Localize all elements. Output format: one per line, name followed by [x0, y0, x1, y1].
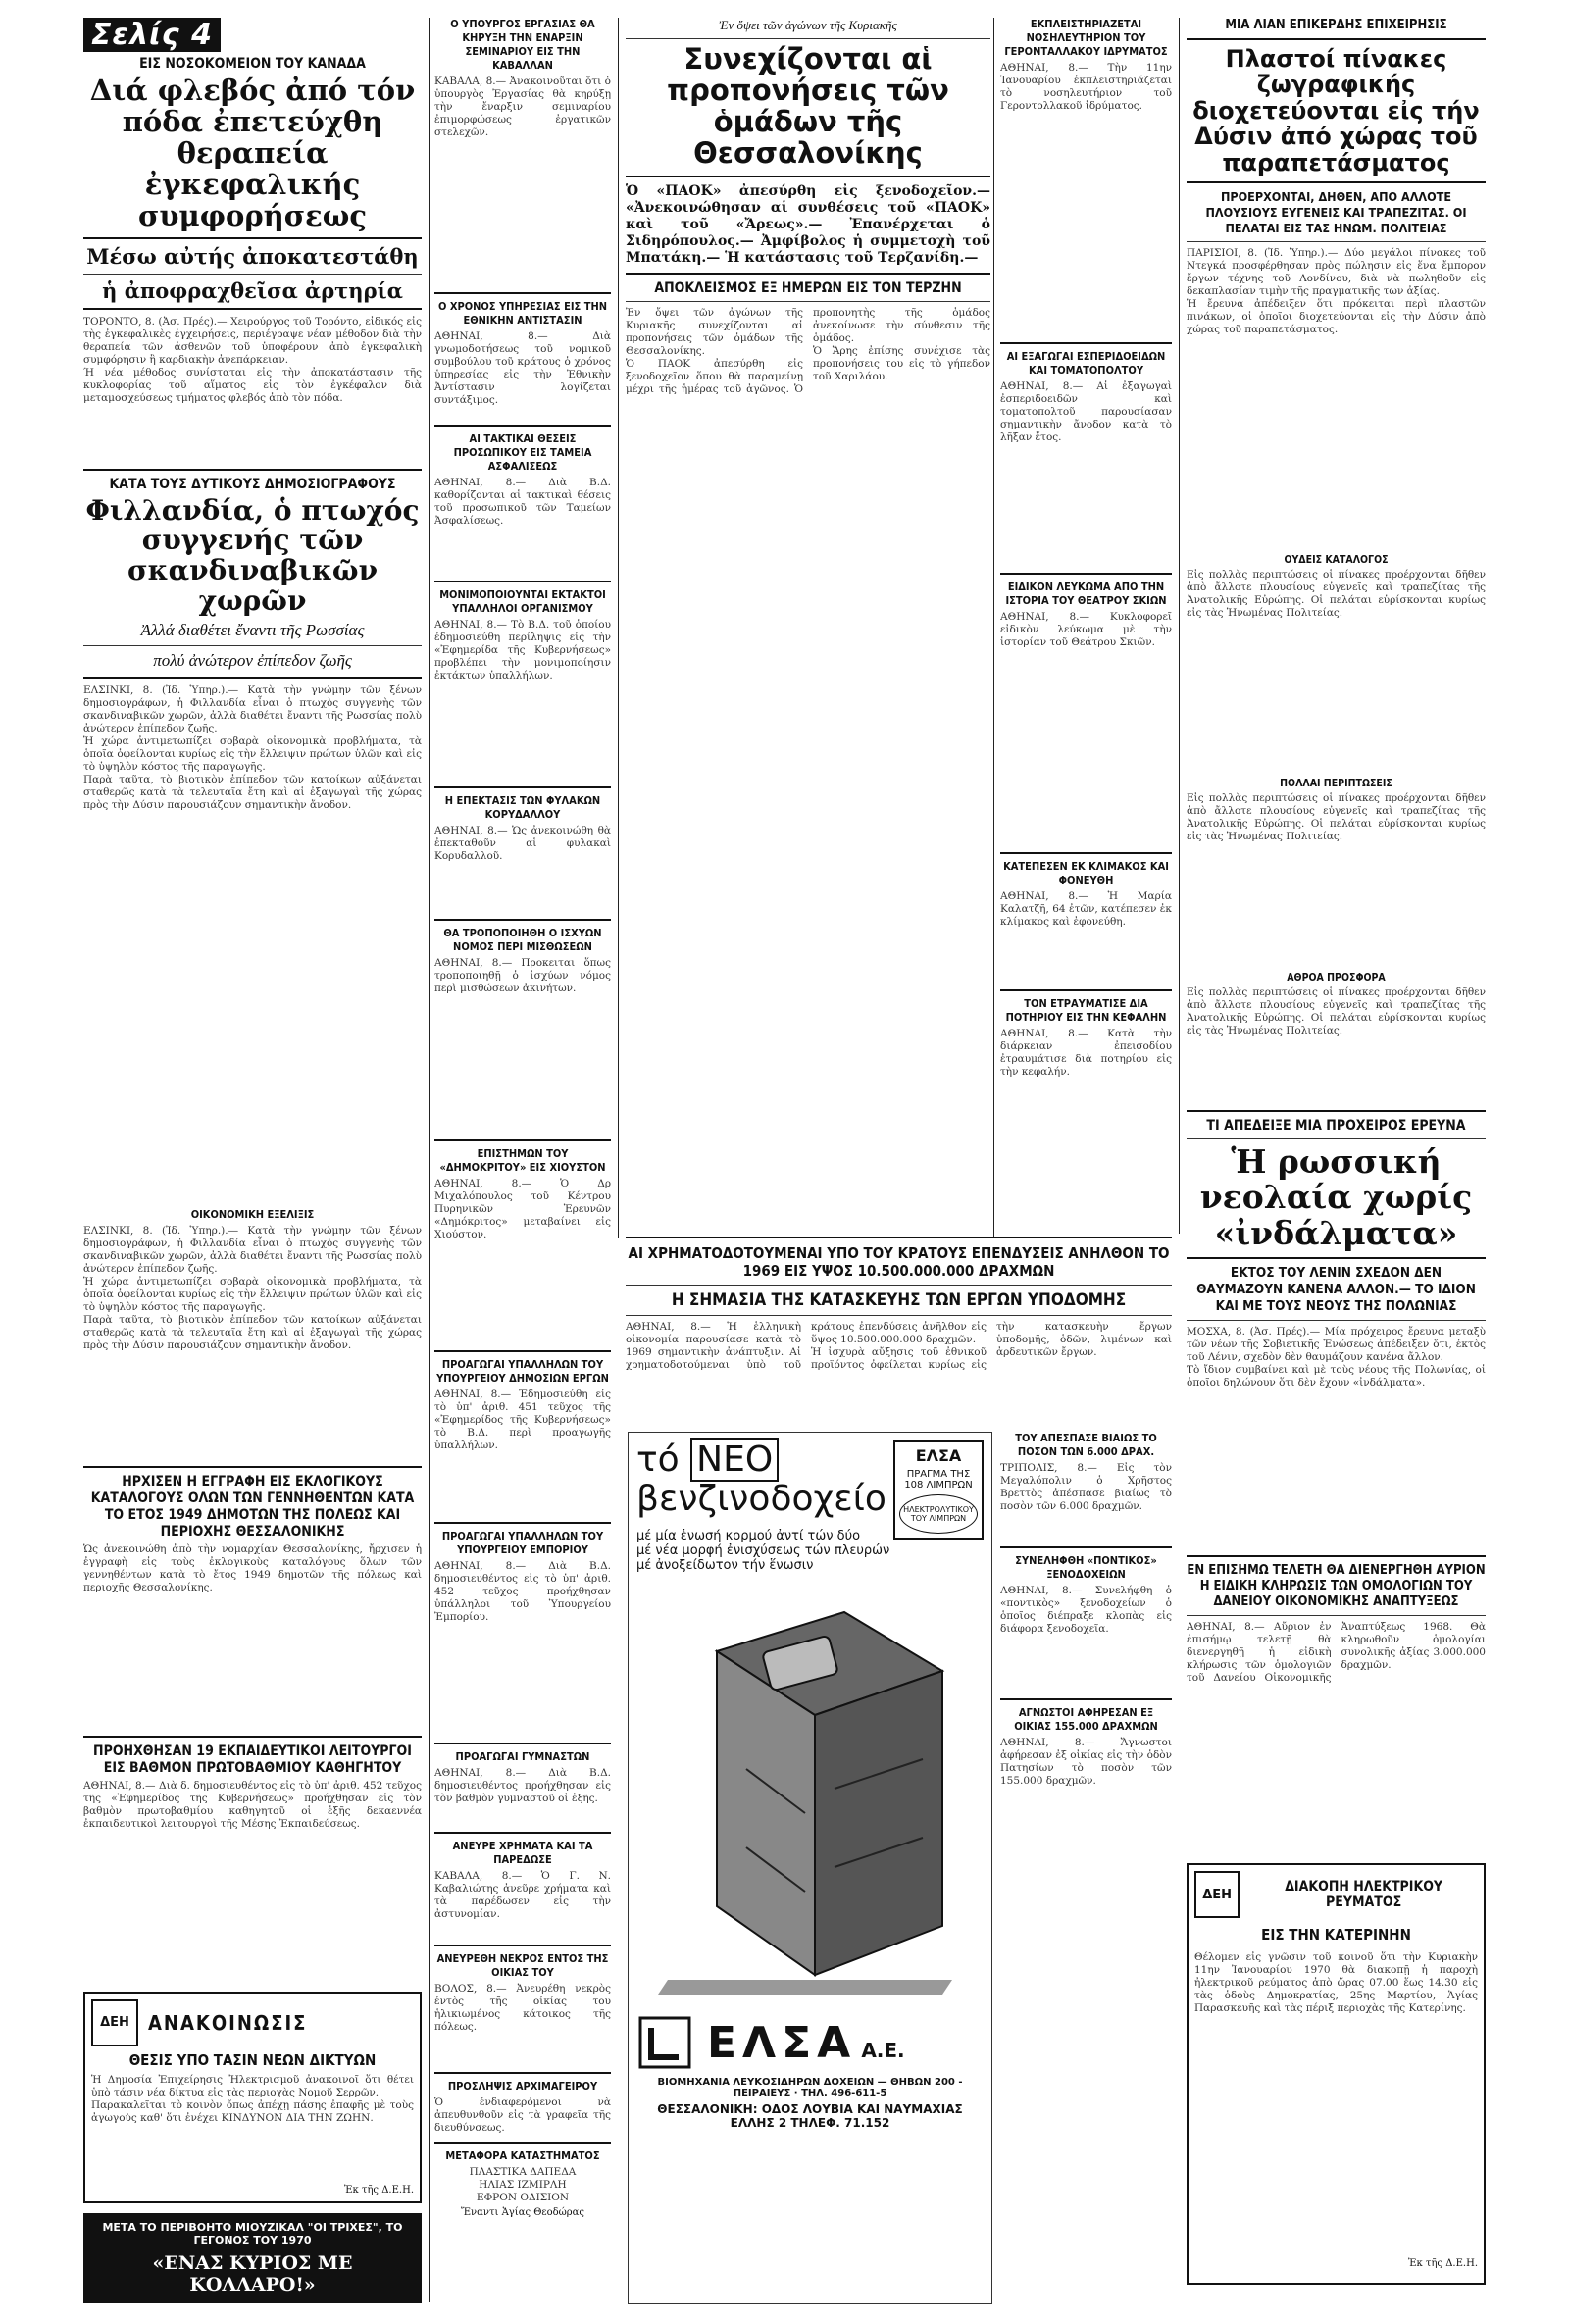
article-headline: ΠΡΟΣΛΗΨΙΣ ΑΡΧΙΜΑΓΕΙΡΟΥ — [447, 2080, 598, 2093]
article-body: Εἰς πολλὰς περιπτώσεις οἱ πίνακες προέρχονται δῆθεν ἀπὸ ἄλλοτε πλουσίους εὐγενεῖς καὶ τραπεζίτας τῆς Ἀνατολικῆς Εὐρώπης. Οἱ πελάται εὑρίσκονται κυρίως εἰς τὰς Ἡνωμένας Πολιτείας. — [1187, 568, 1486, 619]
article-headline: ΑΝΕΥΡΕΘΗ ΝΕΚΡΟΣ ΕΝΤΟΣ ΤΗΣ ΟΙΚΙΑΣ ΤΟΥ — [436, 1952, 609, 1979]
article-body: ΑΘΗΝΑΙ, 8.— Διὰ Β.Δ. καθορίζονται αἱ τακτικαὶ θέσεις τοῦ προσωπικοῦ τῶν Ταμείων Ἀσφαλίσεως. — [434, 477, 611, 527]
ad-company-name: ΕΛΣΑ — [707, 2017, 857, 2068]
article-subhead: Ἀλλά διαθέτει ἔναντι τῆς Ρωσσίας — [140, 620, 365, 639]
article-subhead: ΠΡΟΕΡΧΟΝΤΑΙ, ΔΗΘΕΝ, ΑΠΟ ΑΛΛΟΤΕ ΠΛΟΥΣΙΟΥΣ ΕΥΓΕΝΕΙΣ ΚΑΙ ΤΡΑΠΕΖΙΤΑΣ. ΟΙ ΠΕΛΑΤΑΙ ΕΙΣ ΤΑΣ ΗΝΩΜ. ΠΟΛΙΤΕΙΑΣ — [1205, 188, 1467, 235]
article-headline: ΑΙ ΕΞΑΓΩΓΑΙ ΕΣΠΕΡΙΔΟΕΙΔΩΝ ΚΑΙ ΤΟΜΑΤΟΠΟΛΤΟΥ — [1006, 350, 1166, 377]
fuel-can-illustration — [648, 1592, 972, 2004]
divider — [83, 237, 422, 239]
divider — [1000, 573, 1172, 575]
article-body: ΠΛΑΣΤΙΚΑ ΔΑΠΕΔΑ ΗΛΙΑΣ ΙΖΜΙΡΛΗ ΕΦΡΟΝ ΟΔΙΣΙΟΝ — [469, 2166, 577, 2203]
article-body: Εἰς πολλὰς περιπτώσεις οἱ πίνακες προέρχονται δῆθεν ἀπὸ ἄλλοτε πλουσίους εὐγενεῖς καὶ τραπεζίτας τῆς Ἀνατολικῆς Εὐρώπης. Οἱ πελάται εὑρίσκονται κυρίως εἰς τὰς Ἡνωμένας Πολιτείας. — [1187, 791, 1486, 842]
divider — [83, 677, 422, 679]
article-body: ΑΘΗΝΑΙ, 8.— Ἡ ἑλληνικὴ οἰκονομία παρουσίασε κατὰ τὸ 1969 σημαντικὴν ἀνάπτυξιν. Αἱ χρηματοδοτούμεναι ὑπὸ τοῦ κράτους ἐπενδύσεις ἀνῆλθον εἰς ὕψος 10.500.000.000 δραχμῶν. Ἡ ἰσχυρὰ αὔξησις τοῦ ἐθνικοῦ προϊόντος ὀφείλεται κυρίως εἰς τὴν κατασκευὴν ἔργων ὑποδομῆς, ὁδῶν, λιμένων καὶ ἀρδευτικῶν ἔργων. — [626, 1321, 1172, 1371]
article-body: ΚΑΒΑΛΑ, 8.— Ὁ Γ. Ν. Καβαλιώτης ἀνεῦρε χρήματα καὶ τὰ παρέδωσεν εἰς τὴν ἀστυνομίαν. — [434, 1870, 611, 1920]
divider — [626, 176, 990, 177]
article-headline: ΠΡΟΗΧΘΗΣΑΝ 19 ΕΚΠΑΙΔΕΥΤΙΚΟΙ ΛΕΙΤΟΥΡΓΟΙ ΕΙΣ ΒΑΘΜΟΝ ΠΡΩΤΟΒΑΘΜΙΟΥ ΚΑΘΗΓΗΤΟΥ — [93, 1743, 412, 1776]
article-subhead: Μέσω αὐτής ἀποκατεστάθη — [86, 244, 419, 270]
article-body: ΑΘΗΝΑΙ, 8.— Συνελήφθη ὁ «ποντικὸς» ξενοδοχείων ὁ ὁποῖος διέπραξε κλοπὰς εἰς διάφορα ξενοδοχεῖα. — [1000, 1585, 1172, 1635]
article-headline: ΜΕΤΑΦΟΡΑ ΚΑΤΑΣΤΗΜΑΤΟΣ — [445, 2149, 600, 2162]
theatre-ad-line: ΜΕΤΑ ΤΟ ΠΕΡΙΒΟΗΤΟ ΜΙΟΥΖΙΚΑΛ "ΟΙ ΤΡΙΧΕΣ", ΤΟ ΓΕΓΟΝΟΣ ΤΟΥ 1970 — [102, 2220, 403, 2247]
article-headline: ΕΚΠΛΕΙΣΤΗΡΙΑΖΕΤΑΙ ΝΟΣΗΛΕΥΤΗΡΙΟΝ ΤΟΥ ΓΕΡΟΝΤΑΛΛΑΚΟΥ ΙΔΡΥΜΑΤΟΣ — [1004, 18, 1168, 58]
divider — [1000, 989, 1172, 991]
page-header — [83, 18, 422, 52]
elsa-fuel-can-ad — [628, 1432, 992, 2304]
article-subhead: Η ΣΗΜΑΣΙΑ ΤΗΣ ΚΑΤΑΣΚΕΥΗΣ ΤΩΝ ΕΡΓΩΝ ΥΠΟΔΟΜΗΣ — [671, 1290, 1127, 1310]
article-body: ΑΘΗΝΑΙ, 8.— Κατὰ τὴν διάρκειαν ἐπεισοδίου ἐτραυμάτισε διὰ ποτηρίου εἰς τὴν κεφαλήν. — [1000, 1028, 1172, 1078]
elsa-logo-icon — [636, 2014, 693, 2071]
ad-body: Ἡ Δημοσία Ἐπιχείρησις Ἠλεκτρισμοῦ ἀνακοινοῖ ὅτι θέτει ὑπὸ τάσιν νέα δίκτυα εἰς τὰς περιοχὰς Νομοῦ Σερρῶν. Παρακαλεῖται τὸ κοινὸν ὅπως ἀπέχῃ πάσης ἐπαφῆς μὲ τοὺς ἀγωγοὺς καθ' ὅτι ἐνέχει ΚΙΝΔΥΝΟΝ ΔΙΑ ΤΗΝ ΖΩΗΝ. — [91, 2073, 414, 2124]
divider — [83, 308, 422, 310]
article-headline: ΘΑ ΤΡΟΠΟΠΟΙΗΘΗ Ο ΙΣΧΥΩΝ ΝΟΜΟΣ ΠΕΡΙ ΜΙΣΘΩΣΕΩΝ — [443, 927, 602, 953]
divider — [434, 1743, 611, 1744]
article-body: ΠΑΡΙΣΙΟΙ, 8. (Ἰδ. Ὑπηρ.).— Δύο μεγάλοι πίνακες τοῦ Ντεγκά προσφέρθησαν πρὸς πώλησιν εἰς ἕνα ἔμπορον ἔργων τέχνης τοῦ Λονδίνου, διὰ νὰ πωληθοῦν εἰς δεκαπλασίαν τιμὴν τῆς πραγματικῆς των ἀξίας. Ἡ ἔρευνα ἀπέδειξεν ὅτι πρόκειται περὶ πλαστῶν πινάκων, οἱ ὁποῖοι διοχετεύονται εἰς τὴν Δύσιν ἀπὸ χώρας τοῦ παραπετάσματος. — [1187, 246, 1486, 335]
article-headline: ΑΙ ΤΑΚΤΙΚΑΙ ΘΕΣΕΙΣ ΠΡΟΣΩΠΙΚΟΥ ΕΙΣ ΤΑΜΕΙΑ ΑΣΦΑΛΙΣΕΩΣ — [453, 432, 592, 473]
divider — [626, 1285, 1172, 1286]
divider — [1187, 1110, 1486, 1112]
ad-body: Θέλομεν εἰς γνῶσιν τοῦ κοινοῦ ὅτι τὴν Κυριακὴν 11ην Ἰανουαρίου 1970 θὰ διακοπῇ ἡ παροχὴ ἠλεκτρικοῦ ρεύματος ἀπὸ ὥρας 07.00 ἕως 14.30 εἰς τὰς ὁδοὺς Δημοκρατίας, 25ης Μαρτίου, Ἁγίας Παρασκευῆς καὶ τὰς πέριξ περιοχὰς τῆς Κατερίνης. — [1194, 1951, 1478, 2014]
article-headline: ΚΑΤΕΠΕΣΕΝ ΕΚ ΚΛΙΜΑΚΟΣ ΚΑΙ ΦΟΝΕΥΘΗ — [1003, 860, 1169, 886]
ad-headline — [636, 1440, 889, 1480]
divider — [626, 273, 990, 275]
ad-subtitle: ΘΕΣΙΣ ΥΠΟ ΤΑΣΙΝ ΝΕΩΝ ΔΙΚΤΥΩΝ — [128, 2050, 377, 2069]
divider — [434, 1832, 611, 1834]
ad-title: ΔΙΑΚΟΠΗ ΗΛΕΚΤΡΙΚΟΥ ΡΕΥΜΑΤΟΣ — [1285, 1879, 1443, 1910]
column-2 — [434, 18, 611, 2312]
elsa-seal-badge — [893, 1440, 984, 1540]
divider — [434, 786, 611, 788]
divider — [626, 1237, 1172, 1238]
divider — [1000, 852, 1172, 854]
section-subhead: ΠΟΛΛΑΙ ΠΕΡΙΠΤΩΣΕΙΣ — [1280, 777, 1392, 789]
article-headline: ΤΟΥ ΑΠΕΣΠΑΣΕ ΒΙΑΙΩΣ ΤΟ ΠΟΣΟΝ ΤΩΝ 6.000 ΔΡΑΧ. — [1015, 1432, 1157, 1458]
article-headline: ΑΓΝΩΣΤΟΙ ΑΦΗΡΕΣΑΝ ΕΞ ΟΙΚΙΑΣ 155.000 ΔΡΑΧΜΩΝ — [1014, 1706, 1158, 1733]
article-body: ΑΘΗΝΑΙ, 8.— Ἡ Μαρία Καλατζῆ, 64 ἐτῶν, κατέπεσεν ἐκ κλίμακος καὶ ἐφονεύθη. — [1000, 890, 1172, 928]
article-headline: Ο ΧΡΟΝΟΣ ΥΠΗΡΕΣΙΑΣ ΕΙΣ ΤΗΝ ΕΘΝΙΚΗΝ ΑΝΤΙΣΤΑΣΙΝ — [437, 300, 608, 327]
ad-footer-line: ΘΕΣΣΑΛΟΝΙΚΗ: ΟΔΟΣ ΛΟΥΒΙΑ ΚΑΙ ΝΑΥΜΑΧΙΑΣ ΕΛΛΗΣ 2 ΤΗΛΕΦ. 71.152 — [657, 2102, 963, 2130]
article-body: ΑΘΗΝΑΙ, 8.— Αὔριον ἐν ἐπισήμῳ τελετῇ θὰ διενεργηθῇ ἡ εἰδικὴ κλήρωσις τῶν ὁμολογιῶν τοῦ Δανείου Οἰκονομικῆς Ἀναπτύξεως 1968. Θὰ κληρωθοῦν ὁμολογίαι συνολικῆς ἀξίας 3.000.000 δραχμῶν. — [1187, 1621, 1486, 1684]
article-body: ΚΑΒΑΛΑ, 8.— Ἀνακοινοῦται ὅτι ὁ ὑπουργὸς Ἐργασίας θὰ κηρύξῃ τὴν ἔναρξιν σεμιναρίου ἐπιμορφώσεως ἐργατικῶν στελεχῶν. — [434, 76, 611, 138]
article-headline: ΕΙΔΙΚΟΝ ΛΕΥΚΩΜΑ ΑΠΟ ΤΗΝ ΙΣΤΟΡΙΑ ΤΟΥ ΘΕΑΤΡΟΥ ΣΚΙΩΝ — [1005, 581, 1167, 607]
article-body: ΑΘΗΝΑΙ, 8.— Διὰ Β.Δ. δημοσιευθέντος προήχθησαν εἰς τὸν βαθμὸν γυμναστοῦ οἱ ἑξῆς. — [434, 1767, 611, 1804]
page-number-badge: Σελίς 4 — [83, 18, 221, 52]
divider — [1000, 1546, 1172, 1548]
article-headline: ΠΡΟΑΓΩΓΑΙ ΓΥΜΝΑΣΤΩΝ — [455, 1750, 590, 1763]
article-body: ΑΘΗΝΑΙ, 8.— Προκειται ὅπως τροποποιηθῇ ὁ ἰσχύων νόμος περὶ μισθώσεων ἀκινήτων. — [434, 957, 611, 994]
article-body: ΑΘΗΝΑΙ, 8.— Διὰ γνωμοδοτήσεως τοῦ νομικοῦ συμβούλου τοῦ κράτους ὁ χρόνος ὑπηρεσίας εἰς τὴν Ἐθνικὴν Ἀντίστασιν λογίζεται συντάξιμος. — [434, 330, 611, 406]
article-body: ΑΘΗΝΑΙ, 8.— Διὰ Β.Δ. δημοσιευθέντος εἰς τὸ ὑπ' ἀριθ. 452 τεῦχος προήχθησαν ὑπάλληλοι τοῦ Ὑπουργείου Ἐμπορίου. — [434, 1560, 611, 1623]
article-headline: ΠΡΟΑΓΩΓΑΙ ΥΠΑΛΛΗΛΩΝ ΤΟΥ ΥΠΟΥΡΓΕΙΟΥ ΔΗΜΟΣΙΩΝ ΕΡΓΩΝ — [436, 1358, 609, 1385]
deh-logo-icon: ΔΕΗ — [91, 1999, 138, 2046]
article-headline: ΑΙ ΧΡΗΜΑΤΟΔΟΤΟΥΜΕΝΑΙ ΥΠΟ ΤΟΥ ΚΡΑΤΟΥΣ ΕΠΕΝΔΥΣΕΙΣ ΑΝΗΛΘΟΝ ΤΟ 1969 ΕΙΣ ΥΨΟΣ 10.500.000.000 ΔΡΑΧΜΩΝ — [628, 1244, 1170, 1280]
divider — [626, 1315, 1172, 1316]
divider — [434, 1139, 611, 1141]
divider — [83, 1466, 422, 1468]
article-body: ΑΘΗΝΑΙ, 8.— Τὸ Β.Δ. τοῦ ὁποίου ἐδημοσιεύθη περίληψις εἰς τὴν «Ἐφημερίδα τῆς Κυβερνήσεως» προβλέπει τὴν μονιμοποίησιν ἐκτάκτων ὑπαλλήλων. — [434, 619, 611, 682]
column-rule — [1179, 18, 1180, 1234]
ad-footer-line: ΒΙΟΜΗΧΑΝΙΑ ΛΕΥΚΟΣΙΔΗΡΩΝ ΔΟΧΕΙΩΝ — ΘΗΒΩΝ 200 - ΠΕΙΡΑΙΕΥΣ · ΤΗΛ. 496-611-5 — [657, 2077, 963, 2098]
divider — [626, 301, 990, 302]
deh-announcement-ad — [83, 1992, 422, 2203]
ad-headline-prefix: τό — [636, 1440, 680, 1480]
column-1 — [83, 18, 422, 2312]
ad-company-suffix: Α.Ε. — [861, 2038, 905, 2062]
divider — [83, 1736, 422, 1738]
divider — [434, 1350, 611, 1352]
article-kicker: ΕΙΣ ΝΟΣΟΚΟΜΕΙΟΝ ΤΟΥ ΚΑΝΑΔΑ — [139, 56, 366, 72]
divider — [434, 2142, 611, 2144]
divider — [83, 645, 422, 646]
divider — [1187, 1138, 1486, 1139]
divider — [1187, 1320, 1486, 1321]
article-headline: Διά φλεβός ἀπό τόν πόδα ἐπετεύχθη θεραπεία ἐγκεφαλικής συμφορήσεως — [89, 74, 416, 232]
divider — [1187, 38, 1486, 40]
article-body: Εἰς πολλὰς περιπτώσεις οἱ πίνακες προέρχονται δῆθεν ἀπὸ ἄλλοτε πλουσίους εὐγενεῖς καὶ τραπεζίτας τῆς Ἀνατολικῆς Εὐρώπης. Οἱ πελάται εὑρίσκονται κυρίως εἰς τὰς Ἡνωμένας Πολιτείας. — [1187, 985, 1486, 1036]
divider — [434, 1522, 611, 1524]
article-body: ΑΘΗΝΑΙ, 8.— Ὡς ἀνεκοινώθη θὰ ἐπεκταθοῦν αἱ φυλακαὶ Κορυδαλλοῦ. — [434, 825, 611, 862]
column-4 — [1000, 18, 1172, 1234]
article-body: ΑΘΗΝΑΙ, 8.— Διὰ δ. δημοσιευθέντος εἰς τὸ ὑπ' ἀριθ. 452 τεῦχος τῆς «Ἐφημερίδος τῆς Κυβερνήσεως» προήχθησαν εἰς τὸν βαθμὸν πρωτοβαθμίου καθηγητοῦ οἱ ἑξῆς δεκαεννέα ἐκπαιδευτικοὶ λειτουργοὶ τῆς Μέσης Ἐκπαιδεύσεως. — [83, 1779, 422, 1830]
divider — [434, 1945, 611, 1946]
article-headline: Ο ΥΠΟΥΡΓΟΣ ΕΡΓΑΣΙΑΣ ΘΑ ΚΗΡΥΞΗ ΤΗΝ ΕΝΑΡΞΙΝ ΣΕΜΙΝΑΡΙΟΥ ΕΙΣ ΤΗΝ ΚΑΒΑΛΛΑΝ — [450, 18, 595, 72]
ad-title: ΑΝΑΚΟΙΝΩΣΙΣ — [148, 2010, 308, 2035]
power-outage-ad — [1187, 1863, 1486, 2285]
article-body: ΑΘΗΝΑΙ, 8.— Αἱ ἐξαγωγαὶ ἐσπεριδοειδῶν καὶ τοματοπολτοῦ παρουσίασαν σημαντικὴν ἄνοδον κατὰ τὸ λῆξαν ἔτος. — [1000, 380, 1172, 443]
article-headline: ΠΡΟΑΓΩΓΑΙ ΥΠΑΛΛΗΛΩΝ ΤΟΥ ΥΠΟΥΡΓΕΙΟΥ ΕΜΠΟΡΙΟΥ — [441, 1530, 604, 1556]
ad-bullet: μέ μία ἑνωσή κορμού ἀντί τών δύο — [636, 1529, 861, 1543]
section-subhead: ΑΘΡΟΑ ΠΡΟΣΦΟΡΑ — [1287, 971, 1386, 984]
column-rule — [429, 18, 430, 2302]
article-body: ΒΟΛΟΣ, 8.— Ἀνευρέθη νεκρὸς ἐντὸς τῆς οἰκίας του ἡλικιωμένος κάτοικος τῆς πόλεως. — [434, 1983, 611, 2033]
divider — [83, 469, 422, 471]
article-headline: Φιλλανδία, ὁ πτωχός συγγενής τῶν σκανδιναβικῶν χωρῶν — [85, 493, 420, 618]
ad-signature: Ἐκ τῆς Δ.Ε.Η. — [1407, 2258, 1478, 2269]
ad-bullet: μέ νέα μορφή ἐνισχύσεως τών πλευρών — [636, 1543, 890, 1558]
article-body: ΑΘΗΝΑΙ, 8.— Ὁ Δρ Μιχαλόπουλος τοῦ Κέντρου Πυρηνικῶν Ἐρευνῶν «Δημόκριτος» μεταβαίνει εἰς Χιούστον. — [434, 1178, 611, 1240]
section-subhead: ΟΙΚΟΝΟΜΙΚΗ ΕΞΕΛΙΞΙΣ — [190, 1207, 315, 1221]
investments-article — [626, 1231, 1172, 1427]
article-kicker: ΑΠΟΚΛΕΙΣΜΟΣ ΕΞ ΗΜΕΡΩΝ ΕΙΣ ΤΟΝ ΤΕΡΖΗΝ — [654, 279, 962, 296]
article-body: ΕΛΣΙΝΚΙ, 8. (Ἰδ. Ὑπηρ.).— Κατὰ τὴν γνώμην τῶν ξένων δημοσιογράφων, ἡ Φιλλανδία εἶναι ὁ πτωχὸς συγγενὴς τῶν σκανδιναβικῶν χωρῶν, ἀλλὰ διαθέτει ἔναντι τῆς Ρωσσίας πολὺ ἀνώτερον ἐπίπεδον ζωῆς. Ἡ χώρα ἀντιμετωπίζει σοβαρὰ οἰκονομικὰ προβλήματα, τὰ ὁποῖα ὀφείλονται κυρίως εἰς τὴν ἔλλειψιν πρώτων ὑλῶν καὶ εἰς τὸ ὑψηλὸν κόστος τῆς παραγωγῆς. Παρὰ ταῦτα, τὸ βιοτικὸν ἐπίπεδον τῶν κατοίκων αὐξάνεται σταθερῶς κατὰ τὰ τελευταῖα ἔτη καὶ αἱ ἐξαγωγαὶ τῆς χώρας πρὸς τὴν Δύσιν παρουσιάζουν σημαντικὴν ἄνοδον. — [83, 1224, 422, 1351]
divider — [1187, 1555, 1486, 1557]
article-body: ΑΘΗΝΑΙ, 8.— Κυκλοφορεῖ εἰδικὸν λεύκωμα μὲ τὴν ἱστορίαν τοῦ Θεάτρου Σκιῶν. — [1000, 611, 1172, 648]
article-subhead: ΕΚΤΟΣ ΤΟΥ ΛΕΝΙΝ ΣΧΕΔΟΝ ΔΕΝ ΘΑΥΜΑΖΟΥΝ ΚΑΝΕΝΑ ΑΛΛΟΝ.— ΤΟ ΙΔΙΟΝ ΚΑΙ ΜΕ ΤΟΥΣ ΝΕΟΥΣ ΤΗΣ ΠΟΛΩΝΙΑΣ — [1196, 1264, 1476, 1314]
seal-ring-text: ΗΛΕΚΤΡΟΛΥΤΙΚΟΥ ΤΟΥ ΛΙΜΠΡΩΝ — [899, 1494, 978, 1534]
article-headline: ΗΡΧΙΣΕΝ Η ΕΓΓΡΑΦΗ ΕΙΣ ΕΚΛΟΓΙΚΟΥΣ ΚΑΤΑΛΟΓΟΥΣ ΟΛΩΝ ΤΩΝ ΓΕΝΝΗΘΕΝΤΩΝ ΚΑΤΑ ΤΟ ΕΤΟΣ 1949 ΔΗΜΟΤΩΝ ΤΗΣ ΠΟΛΕΩΣ ΚΑΙ ΠΕΡΙΟΧΗΣ ΘΕΣΣΑΛΟΝΙΚΗΣ — [90, 1473, 415, 1540]
article-headline: ΑΝΕΥΡΕ ΧΡΗΜΑΤΑ ΚΑΙ ΤΑ ΠΑΡΕΔΩΣΕ — [452, 1840, 593, 1866]
divider — [434, 919, 611, 921]
theatre-ad — [83, 2213, 422, 2303]
article-subhead: πολύ ἀνώτερον ἐπίπεδον ζωῆς — [153, 650, 352, 670]
article-subhead: ἡ ἀποφραχθεῖσα ἀρτηρία — [102, 278, 403, 303]
article-headline: Πλαστοί πίνακες ζωγραφικής διοχετεύονται εἰς τήν Δύσιν ἀπό χώρας τοῦ παραπετάσματος — [1192, 45, 1480, 177]
article-body: ΜΟΣΧΑ, 8. (Ἀσ. Πρές).— Μία πρόχειρος ἔρευνα μεταξὺ τῶν νέων τῆς Σοβιετικῆς Ἑνώσεως ἀπέδειξεν ὅτι, ἐκτὸς τοῦ Λένιν, σχεδὸν δὲν θαυμάζουν κανένα ἄλλον. Τὸ ἴδιον συμβαίνει καὶ μὲ τοὺς νέους τῆς Πολωνίας, οἱ ὁποῖοι δηλώνουν ὅτι δὲν ἔχουν «ἰνδάλματα». — [1187, 1325, 1486, 1389]
article-headline: ΣΥΝΕΛΗΦΘΗ «ΠΟΝΤΙΚΟΣ» ΞΕΝΟΔΟΧΕΙΩΝ — [1015, 1554, 1157, 1581]
article-signature: Ἔναντι Ἁγίας Θεοδώρας — [460, 2207, 585, 2218]
ad-headline-new: ΝΕΟ — [690, 1438, 779, 1482]
article-body: ΕΛΣΙΝΚΙ, 8. (Ἰδ. Ὑπηρ.).— Κατὰ τὴν γνώμην τῶν ξένων δημοσιογράφων, ἡ Φιλλανδία εἶναι ὁ πτωχὸς συγγενὴς τῶν σκανδιναβικῶν χωρῶν, ἀλλὰ διαθέτει ἔναντι τῆς Ρωσσίας πολὺ ἀνώτερον ἐπίπεδον ζωῆς. Ἡ χώρα ἀντιμετωπίζει σοβαρὰ οἰκονομικὰ προβλήματα, τὰ ὁποῖα ὀφείλονται κυρίως εἰς τὴν ἔλλειψιν πρώτων ὑλῶν καὶ εἰς τὸ ὑψηλὸν κόστος τῆς παραγωγῆς. Παρὰ ταῦτα, τὸ βιοτικὸν ἐπίπεδον τῶν κατοίκων αὐξάνεται σταθερῶς κατὰ τὰ τελευταῖα ἔτη καὶ αἱ ἐξαγωγαὶ τῆς χώρας πρὸς τὴν Δύσιν παρουσιάζουν σημαντικὴν ἄνοδον. — [83, 683, 422, 811]
divider — [1000, 342, 1172, 344]
bond-lottery-article — [1187, 1549, 1486, 1853]
article-headline: ΜΟΝΙΜΟΠΟΙΟΥΝΤΑΙ ΕΚΤΑΚΤΟΙ ΥΠΑΛΛΗΛΟΙ ΟΡΓΑΝΙΣΜΟΥ — [439, 588, 606, 615]
article-body: Ὁ ἐνδιαφερόμενοι νὰ ἀπευθυνθοῦν εἰς τὰ γραφεῖα τῆς διευθύνσεως. — [434, 2097, 611, 2134]
divider — [1000, 1698, 1172, 1700]
article-body: ΑΘΗΝΑΙ, 8.— Ἐδημοσιεύθη εἰς τὸ ὑπ' ἀριθ. 451 τεῦχος τῆς «Ἐφημερίδος τῆς Κυβερνήσεως» τὸ Β.Δ. περὶ προαγωγῆς ὑπαλλήλων. — [434, 1389, 611, 1451]
divider — [1187, 241, 1486, 242]
divider — [434, 581, 611, 582]
divider — [1187, 1615, 1486, 1616]
section-subhead: ΟΥΔΕΙΣ ΚΑΤΑΛΟΓΟΣ — [1284, 553, 1389, 566]
deh-logo-icon: ΔΕΗ — [1194, 1871, 1240, 1918]
seal-brand: ΕΛΣΑ — [915, 1446, 962, 1465]
article-headline: ΕΠΙΣΤΗΜΩΝ ΤΟΥ «ΔΗΜΟΚΡΙΤΟΥ» ΕΙΣ ΧΙΟΥΣΤΟΝ — [439, 1147, 606, 1174]
article-body: ΑΘΗΝΑΙ, 8.— Τὴν 11ην Ἰανουαρίου ἐκπλειστηριάζεται τὸ νοσηλευτήριον τοῦ Γεροντολλακοῦ ἱδρύματος. — [1000, 62, 1172, 112]
ad-bullet: μέ ἀνοξείδωτον τήν ἕνωσιν — [636, 1558, 814, 1573]
column-4-lower — [1000, 1432, 1172, 1893]
article-headline: ΕΝ ΕΠΙΣΗΜΩ ΤΕΛΕΤΗ ΘΑ ΔΙΕΝΕΡΓΗΘΗ ΑΥΡΙΟΝ Η ΕΙΔΙΚΗ ΚΛΗΡΩΣΙΣ ΤΩΝ ΟΜΟΛΟΓΙΩΝ ΤΟΥ ΔΑΝΕΙΟΥ ΟΙΚΟΝΟΜΙΚΗΣ ΑΝΑΠΤΥΞΕΩΣ — [1187, 1563, 1486, 1609]
article-body: ΤΟΡΟΝΤΟ, 8. (Ἀσ. Πρές).— Χειρούργος τοῦ Τορόντο, εἰδικός εἰς τὴς ἐγκεφαλικὲς ἐγχειρήσεις, περιέγραψε νέαν μέθοδον διὰ τὴν θεραπεία τῶν ἀσθενῶν τοῦ ὑποφέρουν ἀπὸ ἐγκεφαλικὴ συμφόρησιν ἢ καρδιακὴν ἀνεπάρκειαν. Ή νέα μέθοδος συνίσταται εἰς τὴν ἀποκατάστασιν τῆς κυκλοφορίας τοῦ αἵματος εἰς τὸν ἐγκέφαλον διὰ μεταμοσχεύσεως τμήματος φλεβός ἀπὸ τὸν πόδα. — [83, 315, 422, 404]
divider — [626, 38, 990, 39]
divider — [434, 292, 611, 294]
divider — [434, 2072, 611, 2074]
ad-signature: Ἐκ τῆς Δ.Ε.Η. — [343, 2184, 414, 2196]
divider — [83, 274, 422, 275]
article-kicker: Ἐν ὄψει τῶν ἀγώνων τῆς Κυριακῆς — [719, 18, 897, 32]
article-lead: Ὁ «ΠΑΟΚ» ἀπεσύρθη εἰς ξενοδοχεῖον.— «Ἀνεκοινώθησαν αἱ συνθέσεις τοῦ «ΠΑΟΚ» καὶ τοῦ «Ἄρεως».— Ἐπανέρχεται ὁ Σιδηρόπουλος.— Ἀμφίβολος ἡ συμμετοχὴ τοῦ Μπατάκη.— Ἡ κατάστασις τοῦ Τερζανίδη.— — [626, 182, 990, 266]
article-headline: Συνεχίζονται αἱ προπονήσεις τῶν ὁμάδων τῆς Θεσσαλονίκης — [667, 42, 949, 170]
article-body: Ἐν ὄψει τῶν ἀγώνων τῆς Κυριακῆς συνεχίζονται αἱ προπονήσεις τῶν ὁμάδων τῆς Θεσσαλονίκης. Ὁ ΠΑΟΚ ἀπεσύρθη εἰς ξενοδοχεῖον ὅπου θὰ παραμείνῃ μέχρι τῆς ἡμέρας τοῦ ἀγῶνος. Ὁ προπονητὴς τῆς ὁμάδος ἀνεκοίνωσε τὴν σύνθεσιν τῆς ὁμάδος. Ὁ Ἄρης ἐπίσης συνέχισε τὰς προπονήσεις του εἰς τὸ γήπεδον τοῦ Χαριλάου. — [626, 306, 990, 395]
divider — [1187, 1257, 1486, 1259]
article-body: ΤΡΙΠΟΛΙΣ, 8.— Εἰς τὸν Μεγαλόπολιν ὁ Χρῆστος Βρεττὸς ἀπέσπασε βιαίως τὸ ποσὸν τῶν 6.000 δραχμῶν. — [1000, 1462, 1172, 1512]
ad-subtitle: ΕΙΣ ΤΗΝ ΚΑΤΕΡΙΝΗΝ — [1261, 1926, 1411, 1944]
article-headline: ΤΟΝ ΕΤΡΑΥΜΑΤΙΣΕ ΔΙΑ ΠΟΤΗΡΙΟΥ ΕΙΣ ΤΗΝ ΚΕΦΑΛΗΝ — [1005, 997, 1167, 1024]
column-rule — [618, 18, 619, 1238]
article-headline: Η ΕΠΕΚΤΑΣΙΣ ΤΩΝ ΦΥΛΑΚΩΝ ΚΟΡΥΔΑΛΛΟΥ — [444, 794, 601, 821]
article-kicker: ΚΑΤΑ ΤΟΥΣ ΔΥΤΙΚΟΥΣ ΔΗΜΟΣΙΟΓΡΑΦΟΥΣ — [109, 476, 396, 492]
column-rule — [993, 18, 994, 1238]
divider — [1187, 181, 1486, 183]
article-body: ΑΘΗΝΑΙ, 8.— Ἄγνωστοι ἀφήρεσαν ἐξ οἰκίας εἰς τὴν ὁδὸν Πατησίων τὸ ποσὸν τῶν 155.000 δραχμῶν. — [1000, 1737, 1172, 1787]
article-headline: Ἡ ρωσσική νεολαία χωρίς «ἰνδάλματα» — [1199, 1141, 1473, 1252]
divider — [434, 425, 611, 427]
article-kicker: ΤΙ ΑΠΕΔΕΙΞΕ ΜΙΑ ΠΡΟΧΕΙΡΟΣ ΕΡΕΥΝΑ — [1206, 1117, 1466, 1134]
ad-headline-product: βενζινοδοχείο — [636, 1479, 886, 1519]
article-body: Ὡς ἀνεκοινώθη ἀπὸ τὴν νομαρχίαν Θεσσαλονίκης, ἤρχισεν ἡ ἐγγραφὴ εἰς τοὺς ἐκλογικοὺς καταλόγους ὅλων τῶν γεννηθέντων κατὰ τὸ ἔτος 1949 δημοτῶν τῆς πόλεως καὶ περιοχῆς Θεσσαλονίκης. — [83, 1542, 422, 1593]
theatre-ad-title: «ΕΝΑΣ ΚΥΡΙΟΣ ΜΕ ΚΟΛΛΑΡΟ!» — [152, 2251, 353, 2296]
ad-bullet-list — [636, 1529, 889, 1573]
column-3 — [626, 18, 990, 1234]
seal-text: ΠΡΑΓΜΑ ΤΗΣ 108 ΛΙΜΠΡΩΝ — [904, 1469, 973, 1490]
article-kicker: ΜΙΑ ΛΙΑΝ ΕΠΙΚΕΡΔΗΣ ΕΠΙΧΕΙΡΗΣΙΣ — [1225, 18, 1447, 32]
